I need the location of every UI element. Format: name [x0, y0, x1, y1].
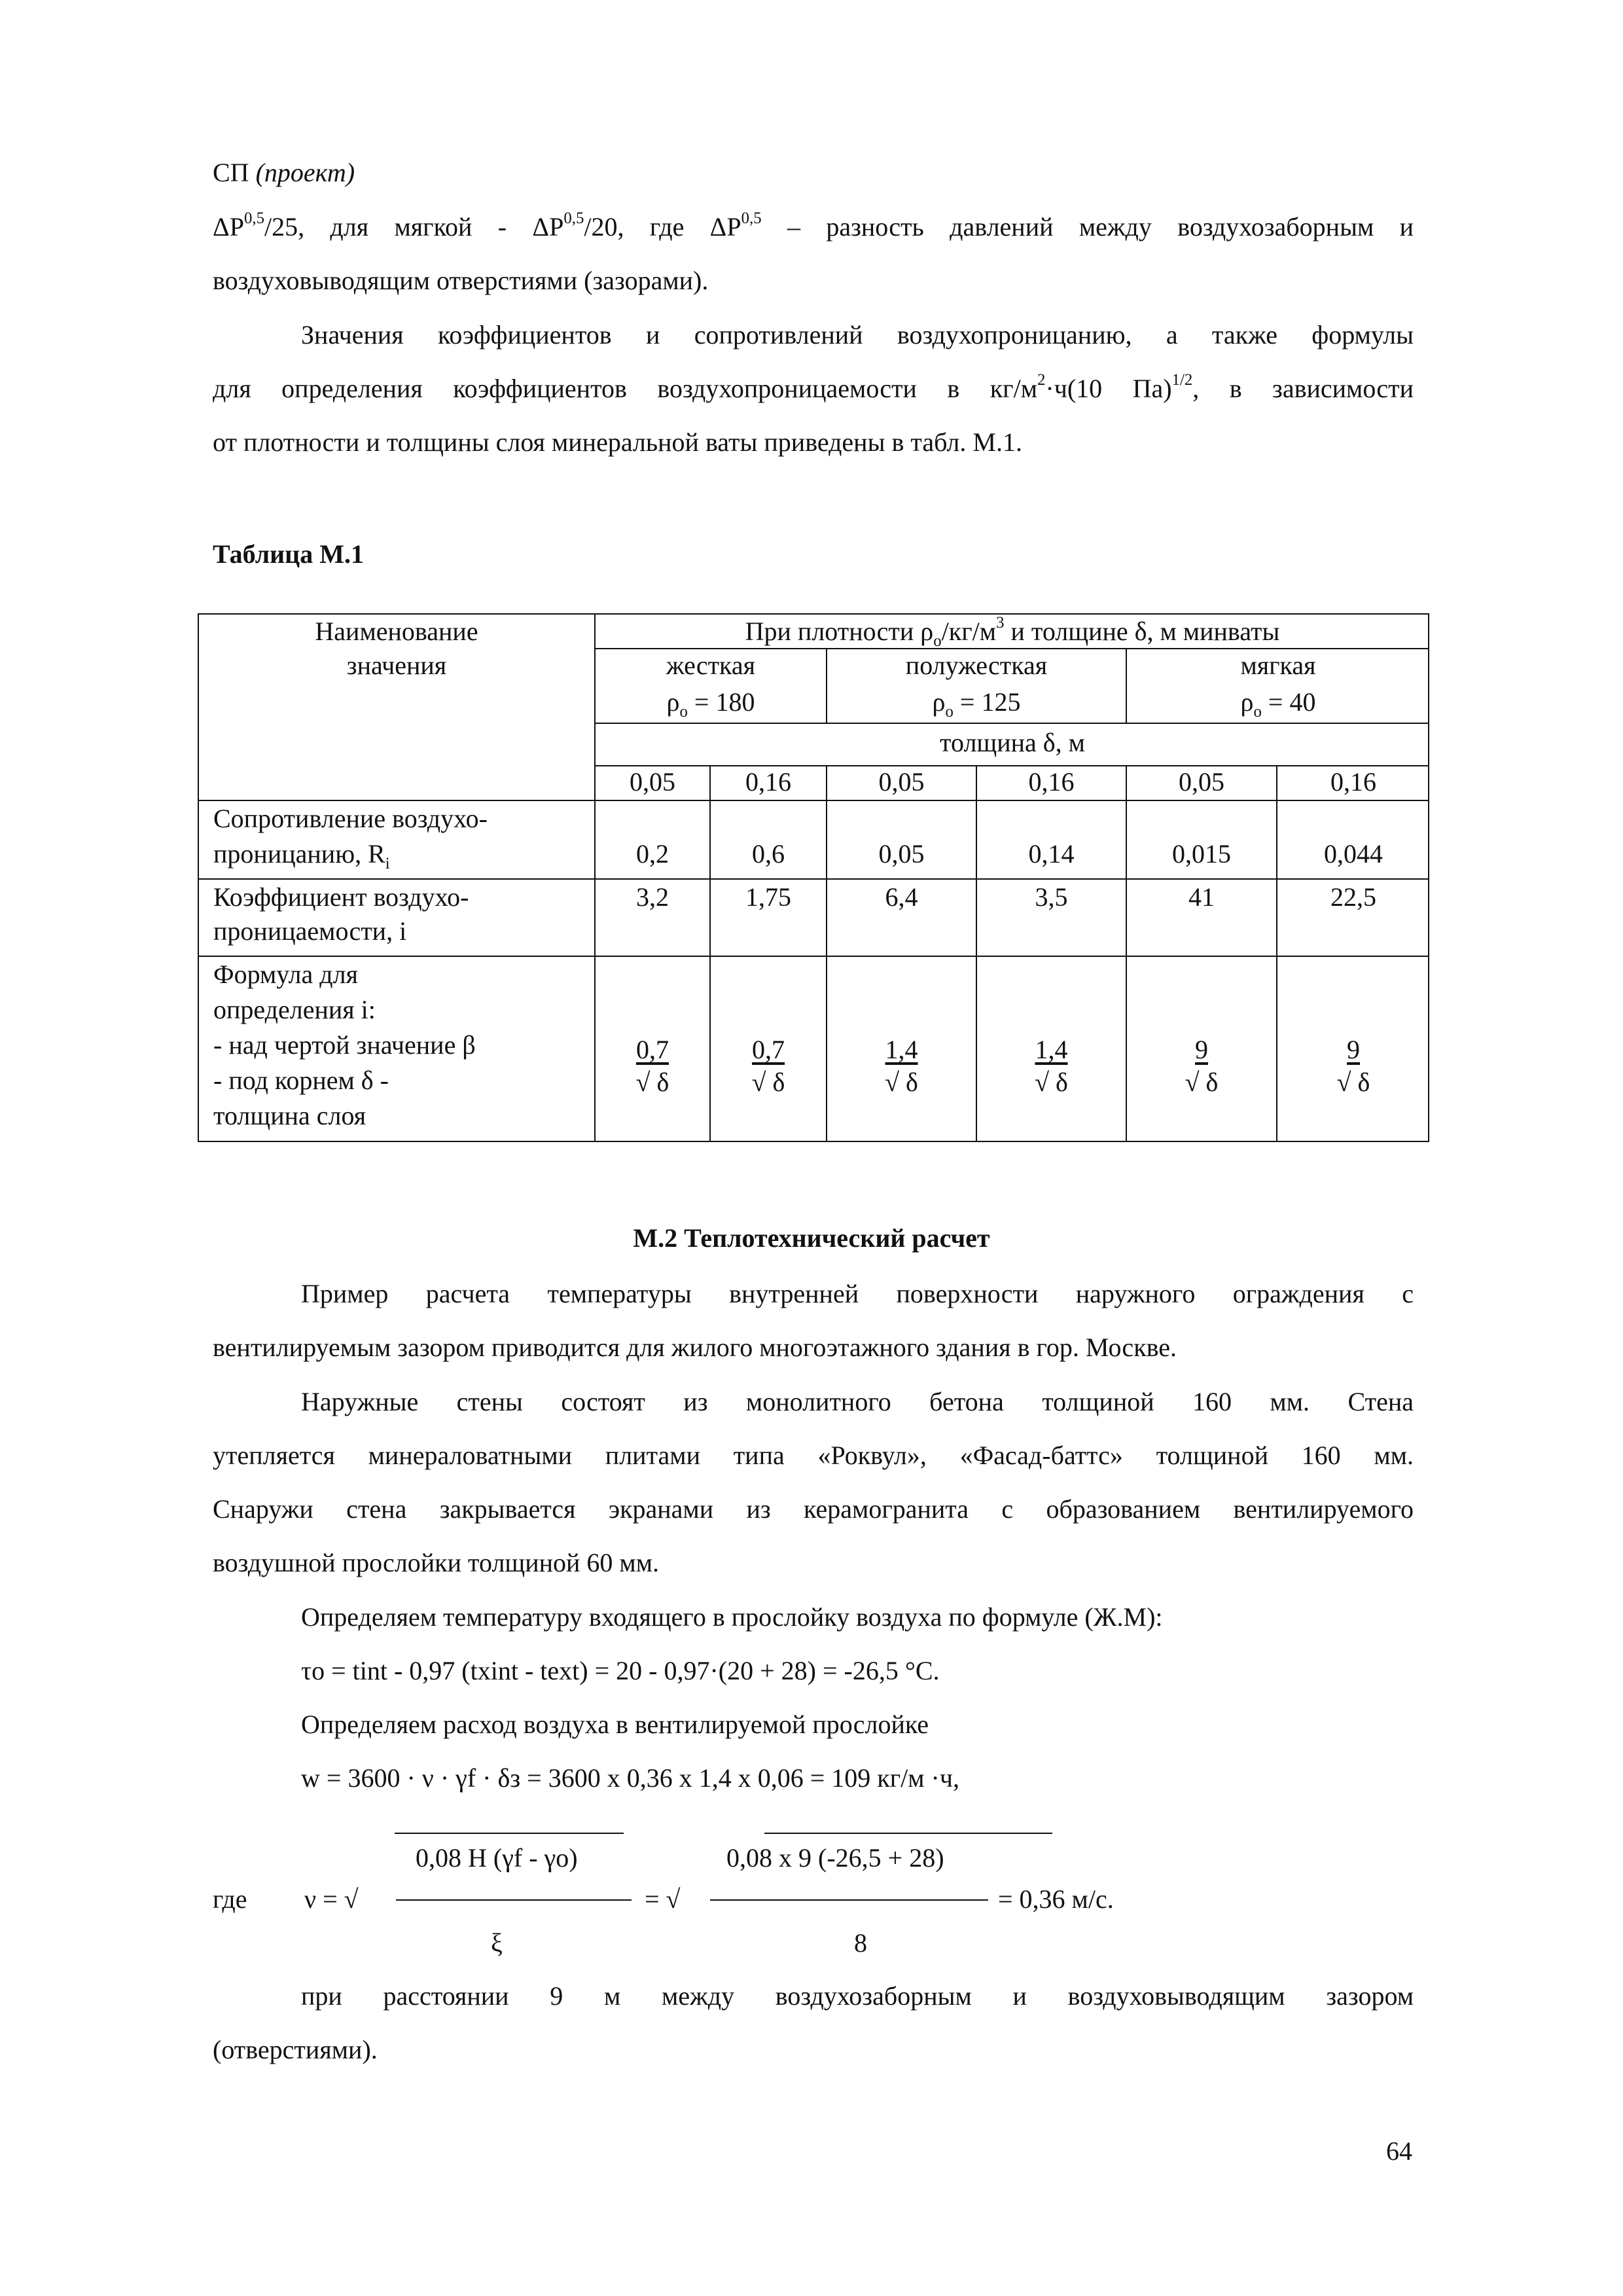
density-header: При плотности $\rho_о/кг/м^3$ и толщине δ, м минваты — [745, 614, 1280, 650]
row1-value: 0,14 — [1028, 839, 1075, 869]
row3-label-2: определения i: — [213, 995, 376, 1024]
root-overline-1 — [395, 1833, 624, 1834]
body-p2-line-1: Наружные стены состоят из монолитного бетона толщиной 160 мм. Стена — [301, 1387, 1414, 1416]
formula-w: w = 3600 · ν · γf · δз = 3600 х 0,36 х 1,4 х 0,06 = 109 кг/м ·ч, — [301, 1763, 959, 1793]
row1-label-1: Сопротивление воздухо- — [213, 804, 488, 833]
v-lhs: ν = √ — [304, 1884, 359, 1914]
row1-value: 0,6 — [752, 839, 785, 869]
group-soft-density: $\rho_о = 40$ — [1240, 687, 1316, 721]
where-label: где — [213, 1884, 247, 1914]
equals-root: = √ — [645, 1884, 681, 1914]
row2-value: 3,5 — [1035, 882, 1068, 912]
thickness-cell: 0,16 — [1028, 767, 1075, 797]
row1-value: 0,044 — [1324, 839, 1383, 869]
intro-p2-line-1: Значения коэффициентов и сопротивлений воздухопроницанию, а также формулы — [301, 320, 1414, 350]
page-number: 64 — [1386, 2136, 1412, 2166]
body-p2-line-2: утепляется минераловатными плитами типа «Роквул», «Фасад-баттс» толщиной 160 мм. — [213, 1441, 1414, 1470]
row1-value: 0,05 — [878, 839, 925, 869]
intro-p2-line-3: от плотности и толщины слоя минеральной ваты приведены в табл. М.1. — [213, 427, 1022, 457]
fraction-bar-2 — [710, 1899, 988, 1901]
formula-cell: $\frac{0,7}{√ \delta}$ — [635, 1035, 669, 1097]
group-semi-rigid: полужесткая — [905, 651, 1048, 680]
row1-label-2: проницанию, $R_i$ — [213, 839, 390, 872]
formula-cell: $\frac{9}{√ \delta}$ — [1185, 1035, 1219, 1097]
intro-p2-line-2: для определения коэффициентов воздухопроницаемости в $кг/м^2\cdot ч(10$ Па)$^{1/2}$, в зависимости — [213, 371, 1414, 403]
group-rigid-density: $\rho_о = 180$ — [666, 687, 755, 721]
frac1-denominator: ξ — [491, 1928, 503, 1958]
formula-cell: $\frac{9}{√ \delta}$ — [1336, 1035, 1370, 1097]
body-p2-line-4: воздушной прослойки толщиной 60 мм. — [213, 1548, 660, 1577]
row2-label-2: проницаемости, i — [213, 916, 407, 946]
thickness-header: толщина δ, м — [940, 728, 1085, 757]
row1-value: 0,015 — [1172, 839, 1231, 869]
name-header-1: Наименование — [315, 617, 478, 646]
formula-cell: $\frac{0,7}{√ \delta}$ — [751, 1035, 785, 1097]
group-rigid: жесткая — [666, 651, 756, 680]
body-p1-line-2: вентилируемым зазором приводится для жилого многоэтажного здания в гор. Москве. — [213, 1333, 1177, 1362]
group-soft: мягкая — [1240, 651, 1316, 680]
frac1-numerator: 0,08 H (γf - γo) — [416, 1843, 578, 1873]
header-label: СП — [213, 158, 249, 187]
header-note: (проект) — [255, 158, 355, 187]
data-table — [198, 613, 1429, 1142]
row2-label-1: Коэффициент воздухо- — [213, 882, 469, 912]
body-p3: Определяем температуру входящего в прослойку воздуха по формуле (Ж.М): — [301, 1602, 1163, 1632]
running-header — [213, 157, 355, 188]
body-p5-line-1: при расстоянии 9 м между воздухозаборным и воздуховыводящим зазором — [301, 1981, 1414, 2011]
intro-line-2: воздуховыводящим отверстиями (зазорами). — [213, 266, 709, 295]
fraction-bar-1 — [396, 1899, 632, 1901]
root-overline-2 — [764, 1833, 1052, 1834]
v-result: = 0,36 м/с. — [998, 1884, 1114, 1914]
thickness-cell: 0,16 — [745, 767, 791, 797]
thickness-cell: 0,16 — [1330, 767, 1376, 797]
body-p5-line-2: (отверстиями). — [213, 2035, 378, 2064]
intro-line-1: ΔP$^{0,5}$/25, для мягкой - ΔP$^{0,5}$/20, где ΔP$^{0,5}$ – разность давлений между воздухозаборным и — [213, 209, 1414, 242]
row3-label-1: Формула для — [213, 960, 358, 989]
body-p4: Определяем расход воздуха в вентилируемой прослойке — [301, 1710, 929, 1739]
formula-cell: $\frac{1,4}{√ \delta}$ — [1035, 1035, 1068, 1097]
row1-value: 0,2 — [636, 839, 669, 869]
row2-value: 3,2 — [636, 882, 669, 912]
row3-label-4: - под корнем δ - — [213, 1066, 389, 1095]
table-title: Таблица М.1 — [213, 539, 364, 569]
row2-value: 41 — [1188, 882, 1215, 912]
formula-cell: $\frac{1,4}{√ \delta}$ — [885, 1035, 918, 1097]
row3-label-5: толщина слоя — [213, 1101, 366, 1130]
frac2-denominator: 8 — [854, 1928, 867, 1958]
row2-value: 22,5 — [1330, 882, 1376, 912]
row3-label-3: - над чертой значение β — [213, 1030, 476, 1060]
section-title: М.2 Теплотехнический расчет — [633, 1223, 990, 1253]
group-semi-rigid-density: $\rho_о = 125$ — [932, 687, 1021, 721]
name-header-2: значения — [346, 651, 447, 680]
frac2-numerator: 0,08 х 9 (-26,5 + 28) — [726, 1843, 944, 1873]
body-p1-line-1: Пример расчета температуры внутренней поверхности наружного ограждения с — [301, 1279, 1414, 1308]
body-p2-line-3: Снаружи стена закрывается экранами из керамогранита с образованием вентилируемого — [213, 1494, 1414, 1524]
thickness-cell: 0,05 — [1179, 767, 1224, 797]
row2-value: 1,75 — [745, 882, 791, 912]
thickness-cell: 0,05 — [630, 767, 675, 797]
thickness-cell: 0,05 — [878, 767, 925, 797]
formula-tau: τо = tint - 0,97 (txint - text) = 20 - 0,97·(20 + 28) = -26,5 °C. — [301, 1656, 940, 1685]
row2-value: 6,4 — [885, 882, 918, 912]
